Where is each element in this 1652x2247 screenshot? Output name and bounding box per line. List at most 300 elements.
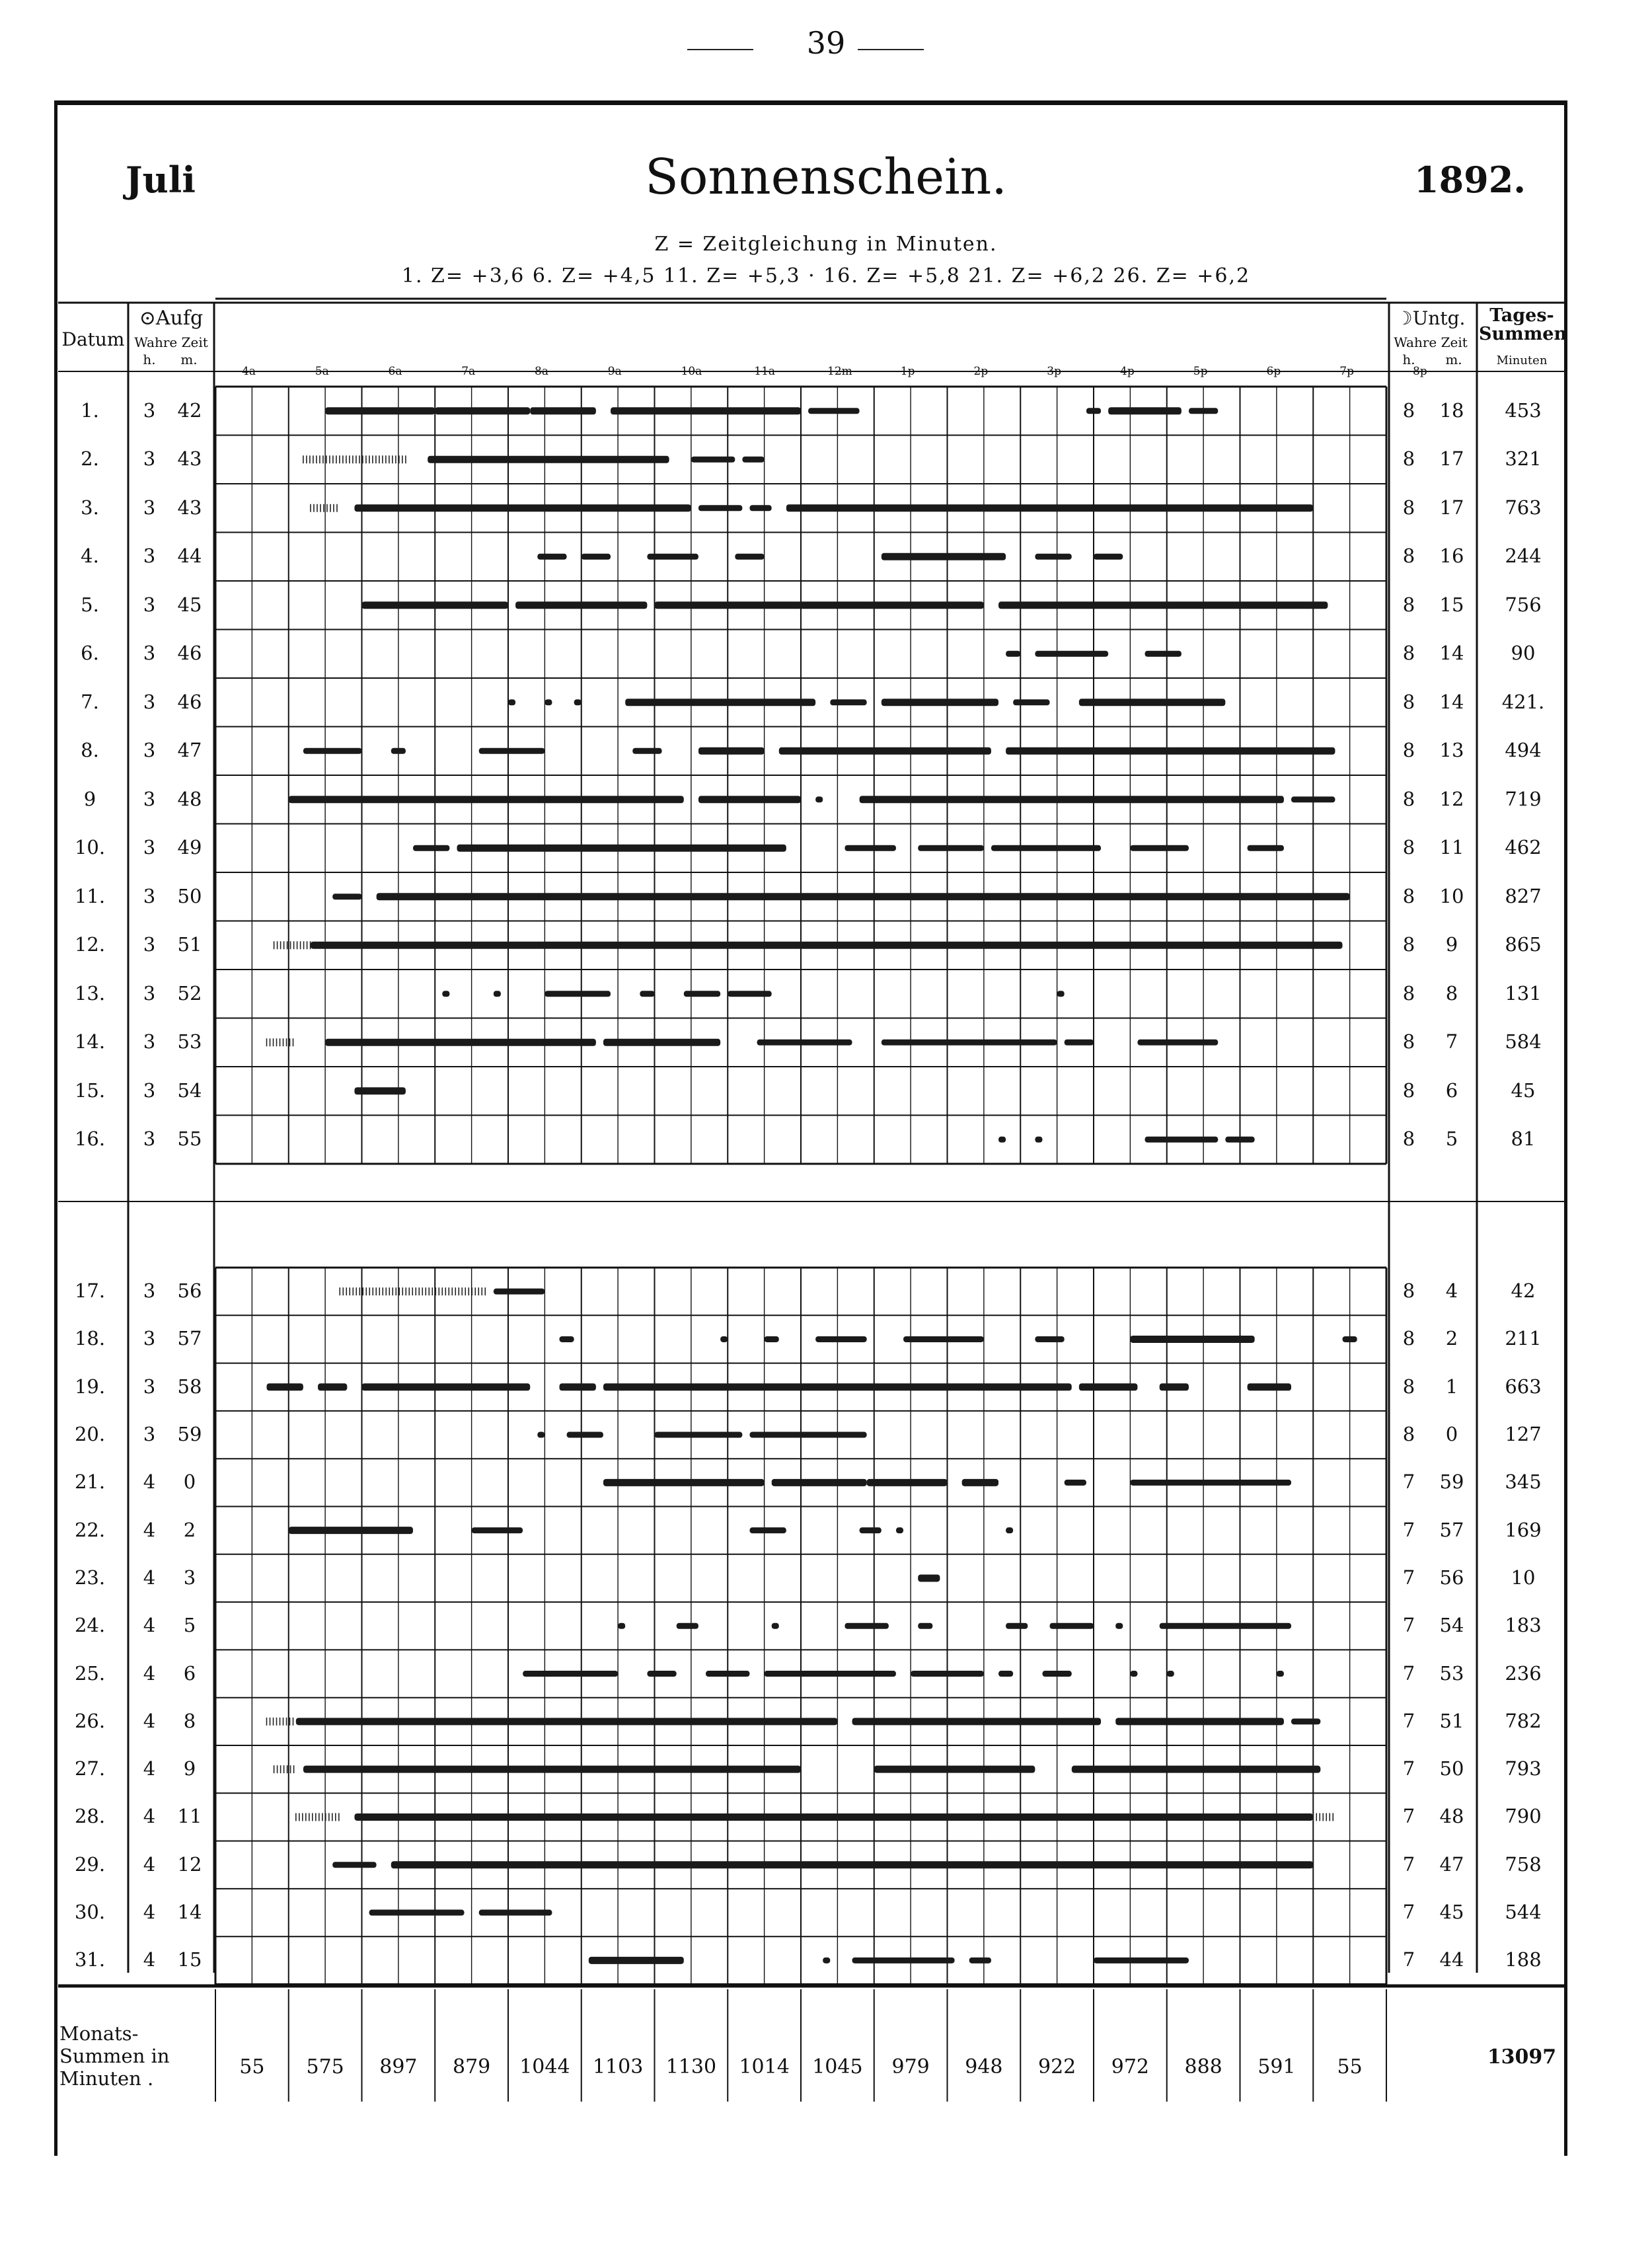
set-hour: 7 [1402, 1709, 1415, 1732]
hour-label: 10a [681, 365, 702, 378]
set-minute: 45 [1439, 1901, 1464, 1924]
monthly-sum-cell: 1103 [592, 2055, 644, 2078]
row-date: 27. [74, 1757, 106, 1780]
trace-segment [354, 504, 691, 512]
hour-label: 7a [461, 365, 476, 378]
trace-dash [1145, 651, 1182, 657]
row-date: 6. [81, 642, 99, 665]
monthly-sum-cell: 948 [965, 2055, 1003, 2078]
trace-dash [472, 1527, 523, 1533]
trace-dash [765, 1336, 779, 1342]
rise-minute: 55 [177, 1127, 202, 1151]
trace-segment [772, 1479, 867, 1486]
trace-dash [757, 1040, 852, 1046]
rise-minute: 3 [183, 1566, 196, 1589]
rise-minute: 43 [177, 447, 202, 471]
trace-dash [969, 1958, 991, 1963]
trace-dash [582, 554, 611, 560]
monthly-total: 13097 [1487, 2045, 1557, 2069]
set-hour: 8 [1402, 787, 1415, 810]
trace-dash [691, 457, 735, 463]
set-minute: 13 [1439, 739, 1464, 762]
daily-sum: 758 [1505, 1852, 1542, 1876]
rise-hour: 3 [143, 884, 156, 907]
set-minute: 0 [1445, 1423, 1458, 1446]
trace-segment [515, 601, 647, 609]
page-number: 39 [806, 25, 846, 61]
rise-hour: 3 [143, 447, 156, 471]
set-minute: 16 [1439, 545, 1464, 568]
trace-segment [852, 1718, 1102, 1725]
trace-hatch [274, 941, 311, 949]
trace-dash [544, 699, 552, 705]
set-minute: 17 [1439, 496, 1464, 519]
trace-segment [362, 1383, 531, 1390]
rise-hour: 3 [143, 981, 156, 1005]
col-datum: Datum [61, 328, 125, 350]
row-date: 23. [74, 1566, 106, 1589]
rise-hour: 3 [143, 1423, 156, 1446]
hour-label: 2p [973, 365, 989, 378]
daily-sum: 763 [1505, 496, 1542, 519]
trace-dash [1130, 845, 1189, 851]
trace-segment [882, 699, 998, 706]
hour-label: 4a [242, 365, 256, 378]
trace-dash [918, 845, 984, 851]
set-minute: 2 [1445, 1327, 1458, 1350]
trace-segment [698, 796, 801, 803]
rise-hour: 3 [143, 399, 156, 422]
set-hour: 7 [1402, 1852, 1415, 1876]
row-date: 13. [74, 981, 106, 1005]
daily-sum: 81 [1511, 1127, 1536, 1151]
daily-sum: 421. [1501, 690, 1545, 713]
col-h: h. [143, 352, 156, 367]
row-date: 12. [74, 933, 106, 956]
trace-dash [735, 554, 764, 560]
rise-minute: 46 [177, 690, 202, 713]
rise-hour: 3 [143, 496, 156, 519]
daily-sum: 10 [1511, 1566, 1536, 1589]
set-minute: 7 [1445, 1030, 1458, 1053]
trace-dash [523, 1671, 618, 1677]
trace-dash [742, 457, 764, 463]
daily-sum: 131 [1505, 981, 1542, 1005]
trace-segment [611, 407, 801, 414]
trace-dash [772, 1623, 779, 1629]
trace-dash [1057, 991, 1065, 997]
trace-dash [903, 1336, 984, 1342]
trace-dash [567, 1432, 603, 1438]
trace-segment [530, 407, 596, 414]
set-minute: 14 [1439, 690, 1464, 713]
trace-dash [845, 845, 896, 851]
trace-segment [962, 1479, 998, 1486]
daily-sum: 494 [1505, 739, 1542, 762]
rise-minute: 46 [177, 642, 202, 665]
set-hour: 7 [1402, 1566, 1415, 1589]
trace-dash [1137, 1040, 1218, 1046]
trace-segment [1130, 1336, 1254, 1343]
row-date: 1. [81, 399, 99, 422]
trace-dash [1160, 1623, 1291, 1629]
trace-dash [1035, 651, 1108, 657]
monthly-label: Monats-Summen in Minuten . [59, 2022, 170, 2090]
trace-dash [1086, 408, 1101, 414]
set-hour: 8 [1402, 1079, 1415, 1102]
set-hour: 7 [1402, 1757, 1415, 1780]
daily-sum: 42 [1511, 1279, 1536, 1303]
rise-minute: 8 [183, 1709, 196, 1732]
trace-dash [391, 748, 406, 754]
trace-hatch [274, 1765, 294, 1773]
trace-dash [896, 1527, 903, 1533]
daily-sum: 827 [1505, 884, 1542, 907]
trace-segment [362, 601, 509, 609]
z-note: Z = Zeitgleichung in Minuten. [654, 233, 998, 256]
trace-dash [369, 1910, 465, 1916]
rise-hour: 4 [143, 1805, 156, 1828]
set-minute: 8 [1445, 981, 1458, 1005]
trace-dash [1050, 1623, 1094, 1629]
set-minute: 10 [1439, 884, 1464, 907]
trace-segment [998, 601, 1328, 609]
rise-minute: 51 [177, 933, 202, 956]
trace-dash [991, 845, 1101, 851]
trace-dash [815, 1336, 867, 1342]
set-minute: 50 [1439, 1757, 1464, 1780]
set-minute: 4 [1445, 1279, 1458, 1303]
daily-sum: 188 [1505, 1948, 1542, 1971]
trace-segment [435, 407, 530, 414]
rise-hour: 3 [143, 1127, 156, 1151]
trace-segment [860, 796, 1284, 803]
daily-sum: 719 [1505, 787, 1542, 810]
trace-segment [779, 747, 991, 755]
trace-segment [698, 747, 765, 755]
trace-segment [603, 1039, 720, 1046]
set-minute: 18 [1439, 399, 1464, 422]
trace-hatch [296, 1813, 339, 1821]
rise-hour: 4 [143, 1470, 156, 1494]
rise-hour: 3 [143, 1327, 156, 1350]
col-minuten: Minuten [1496, 354, 1548, 367]
rise-minute: 49 [177, 836, 202, 859]
trace-segment [1079, 1383, 1138, 1390]
trace-dash [1094, 554, 1123, 560]
trace-segment [428, 456, 669, 463]
row-date: 2. [81, 447, 99, 471]
set-minute: 59 [1439, 1470, 1464, 1494]
rise-minute: 48 [177, 787, 202, 810]
set-minute: 17 [1439, 447, 1464, 471]
trace-segment [589, 1957, 684, 1964]
set-minute: 9 [1445, 933, 1458, 956]
trace-segment [311, 942, 1343, 949]
row-date: 25. [74, 1661, 106, 1685]
month-label: Juli [126, 159, 196, 201]
trace-dash [749, 1432, 866, 1438]
daily-sum: 462 [1505, 836, 1542, 859]
hour-label: 12m [827, 365, 852, 378]
daily-sum: 236 [1505, 1661, 1542, 1685]
rise-minute: 42 [177, 399, 202, 422]
trace-segment [457, 845, 786, 852]
set-hour: 8 [1402, 447, 1415, 471]
rise-minute: 14 [177, 1901, 202, 1924]
rise-minute: 15 [177, 1948, 202, 1971]
rise-hour: 3 [143, 642, 156, 665]
trace-segment [1115, 1718, 1284, 1725]
monthly-sum-cell: 888 [1184, 2055, 1222, 2078]
row-date: 22. [74, 1518, 106, 1541]
trace-segment [391, 1861, 1313, 1868]
trace-dash [830, 699, 866, 705]
trace-dash [1013, 699, 1049, 705]
set-minute: 14 [1439, 642, 1464, 665]
set-minute: 6 [1445, 1079, 1458, 1102]
hour-label: 3p [1047, 365, 1061, 378]
monthly-sum-cell: 55 [1337, 2055, 1363, 2078]
set-minute: 56 [1439, 1566, 1464, 1589]
trace-hatch [311, 504, 337, 512]
trace-dash [655, 1432, 743, 1438]
rise-hour: 3 [143, 1279, 156, 1303]
col-untergang-sub: Wahre Zeit [1394, 334, 1468, 350]
set-hour: 8 [1402, 642, 1415, 665]
trace-dash [560, 1336, 574, 1342]
daily-sum: 782 [1505, 1709, 1542, 1732]
trace-dash [647, 554, 698, 560]
trace-dash [808, 408, 860, 414]
set-minute: 5 [1445, 1127, 1458, 1151]
row-date: 15. [74, 1079, 106, 1102]
rise-hour: 4 [143, 1948, 156, 1971]
rise-minute: 47 [177, 739, 202, 762]
set-hour: 7 [1402, 1948, 1415, 1971]
row-date: 9 [83, 787, 96, 810]
set-minute: 47 [1439, 1852, 1464, 1876]
set-hour: 8 [1402, 1279, 1415, 1303]
trace-dash [494, 1289, 545, 1295]
rise-minute: 58 [177, 1375, 202, 1398]
rise-minute: 11 [177, 1805, 202, 1828]
row-date: 29. [74, 1852, 106, 1876]
daily-sum: 45 [1511, 1079, 1536, 1102]
rise-minute: 0 [183, 1470, 196, 1494]
trace-dash [749, 1527, 786, 1533]
rise-hour: 4 [143, 1614, 156, 1637]
rise-hour: 4 [143, 1566, 156, 1589]
hour-label: 4p [1120, 365, 1135, 378]
monthly-sum-cell: 1044 [519, 2055, 570, 2078]
row-date: 4. [81, 545, 99, 568]
set-hour: 7 [1402, 1614, 1415, 1637]
hour-label: 5a [315, 365, 329, 378]
trace-dash [1145, 1137, 1219, 1143]
rise-hour: 4 [143, 1901, 156, 1924]
rise-minute: 57 [177, 1327, 202, 1350]
hour-label: 5p [1193, 365, 1208, 378]
trace-segment [1160, 1383, 1189, 1390]
set-hour: 8 [1402, 690, 1415, 713]
daily-sum: 756 [1505, 593, 1542, 616]
trace-dash [1006, 651, 1020, 657]
set-hour: 8 [1402, 884, 1415, 907]
year-label: 1892. [1414, 159, 1526, 201]
hour-label: 9a [607, 365, 622, 378]
trace-dash [508, 699, 515, 705]
set-hour: 8 [1402, 981, 1415, 1005]
trace-dash [413, 845, 449, 851]
trace-segment [625, 699, 815, 706]
rise-hour: 3 [143, 933, 156, 956]
set-hour: 8 [1402, 1375, 1415, 1398]
trace-dash [479, 748, 545, 754]
trace-segment [603, 1479, 765, 1486]
trace-dash [1006, 1623, 1028, 1629]
trace-dash [1035, 1336, 1064, 1342]
trace-segment [377, 893, 1350, 900]
trace-segment [1108, 407, 1182, 414]
rise-hour: 3 [143, 739, 156, 762]
daily-sum: 790 [1505, 1805, 1542, 1828]
trace-dash [332, 894, 361, 899]
trace-dash [998, 1137, 1006, 1143]
trace-dash [303, 748, 362, 754]
trace-dash [860, 1527, 882, 1533]
set-hour: 8 [1402, 1327, 1415, 1350]
set-hour: 7 [1402, 1661, 1415, 1685]
trace-segment [318, 1383, 347, 1390]
page-title: Sonnenschein. [645, 149, 1007, 206]
row-date: 30. [74, 1901, 106, 1924]
rise-hour: 4 [143, 1709, 156, 1732]
rise-hour: 3 [143, 545, 156, 568]
trace-dash [728, 991, 771, 997]
rise-minute: 12 [177, 1852, 202, 1876]
rise-minute: 53 [177, 1030, 202, 1053]
col-uh: h. [1402, 352, 1415, 367]
trace-segment [354, 1813, 1313, 1821]
rise-minute: 5 [183, 1614, 196, 1637]
trace-dash [845, 1623, 888, 1629]
rise-minute: 6 [183, 1661, 196, 1685]
trace-segment [918, 1574, 940, 1581]
col-tages-summen: Tages-Summen [1479, 305, 1567, 344]
trace-dash [998, 1671, 1013, 1677]
trace-segment [882, 553, 1006, 560]
set-minute: 54 [1439, 1614, 1464, 1637]
rise-minute: 9 [183, 1757, 196, 1780]
trace-hatch [303, 455, 406, 463]
rise-minute: 50 [177, 884, 202, 907]
monthly-sum-cell: 979 [891, 2055, 930, 2078]
row-date: 21. [74, 1470, 106, 1494]
rise-hour: 4 [143, 1518, 156, 1541]
trace-segment [354, 1087, 406, 1094]
trace-dash [706, 1671, 749, 1677]
daily-sum: 90 [1511, 642, 1536, 665]
daily-sum: 345 [1505, 1470, 1542, 1494]
set-minute: 15 [1439, 593, 1464, 616]
row-date: 28. [74, 1805, 106, 1828]
rise-minute: 44 [177, 545, 202, 568]
trace-dash [1042, 1671, 1071, 1677]
row-date: 24. [74, 1614, 106, 1637]
rise-hour: 4 [143, 1757, 156, 1780]
hour-label: 7p [1339, 365, 1354, 378]
set-hour: 8 [1402, 1030, 1415, 1053]
trace-dash [574, 699, 582, 705]
trace-segment [655, 601, 984, 609]
trace-segment [560, 1383, 596, 1390]
trace-dash [647, 1671, 676, 1677]
trace-segment [1248, 1383, 1291, 1390]
trace-segment [786, 504, 1313, 512]
rise-minute: 45 [177, 593, 202, 616]
trace-hatch [1313, 1813, 1333, 1821]
set-minute: 57 [1439, 1518, 1464, 1541]
monthly-sum-cell: 1014 [739, 2055, 790, 2078]
set-hour: 8 [1402, 836, 1415, 859]
col-um: m. [1445, 352, 1462, 367]
row-date: 16. [74, 1127, 106, 1151]
hour-label: 6a [388, 365, 402, 378]
rise-hour: 3 [143, 593, 156, 616]
trace-dash [1291, 796, 1335, 802]
trace-dash [1094, 1958, 1189, 1963]
monthly-sum-cell: 575 [306, 2055, 344, 2078]
set-hour: 7 [1402, 1470, 1415, 1494]
daily-sum: 865 [1505, 933, 1542, 956]
trace-segment [1079, 699, 1226, 706]
trace-dash [698, 505, 742, 511]
col-aufgang: ⊙Aufg [139, 307, 204, 330]
trace-segment [1006, 747, 1335, 755]
daily-sum: 584 [1505, 1030, 1542, 1053]
trace-dash [684, 991, 720, 997]
set-hour: 8 [1402, 399, 1415, 422]
trace-dash [494, 991, 501, 997]
rise-minute: 54 [177, 1079, 202, 1102]
daily-sum: 183 [1505, 1614, 1542, 1637]
trace-dash [1130, 1480, 1291, 1486]
trace-dash [1006, 1527, 1013, 1533]
trace-dash [1225, 1137, 1254, 1143]
row-date: 18. [74, 1327, 106, 1350]
daily-sum: 169 [1505, 1518, 1542, 1541]
trace-segment [325, 1039, 596, 1046]
trace-dash [1343, 1336, 1357, 1342]
hour-label: 6p [1266, 365, 1281, 378]
set-minute: 44 [1439, 1948, 1464, 1971]
rise-minute: 52 [177, 981, 202, 1005]
trace-dash [911, 1671, 984, 1677]
trace-dash [852, 1958, 955, 1963]
set-hour: 8 [1402, 496, 1415, 519]
monthly-sum-cell: 591 [1258, 2055, 1296, 2078]
trace-dash [882, 1040, 1057, 1046]
trace-dash [618, 1623, 625, 1629]
set-minute: 12 [1439, 787, 1464, 810]
trace-segment [267, 1383, 303, 1390]
trace-dash [1189, 408, 1218, 414]
daily-sum: 321 [1505, 447, 1542, 471]
rise-hour: 3 [143, 1030, 156, 1053]
hour-label: 1p [900, 365, 915, 378]
row-date: 20. [74, 1423, 106, 1446]
